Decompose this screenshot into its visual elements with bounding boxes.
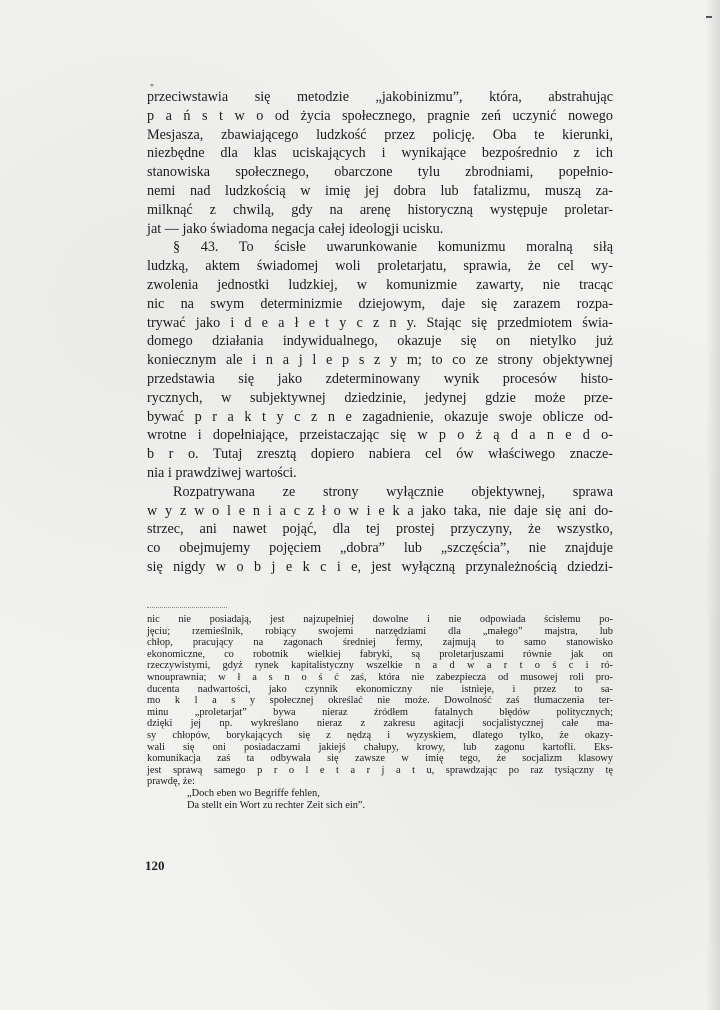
footnote-line: jest sprawą samego p r o l e t a r j a t u, sprawdzając po raz tysiączny tę xyxy=(147,764,613,776)
body-text-line: trywać jako i d e a ł e t y c z n y. Stając się przedmiotem świa- xyxy=(147,314,613,331)
dust-mark: * xyxy=(150,82,154,91)
body-text-line: co obejmujemy pojęciem „dobra” lub „szczęścia”, nie znajduje xyxy=(147,540,613,557)
body-text-line: przeciwstawia się metodzie „jakobinizmu”, która, abstrahując xyxy=(147,89,613,105)
body-text-line: zwolenia jednostki ludzkiej, w komunizmie zawarty, nie tracąc xyxy=(147,276,613,293)
footnote-line: minu „proletarjat” bywa nieraz źródłem fatalnych błędów politycznych; xyxy=(147,706,613,718)
footnote-line: sy chłopów, borykających się z nędzą i wyzyskiem, dlatego tylko, że okazy- xyxy=(147,729,613,741)
body-text-line: ludzką, aktem świadomej woli proletarjatu, sprawia, że cel wy- xyxy=(147,258,613,275)
body-text-line: koniecznym ale i n a j l e p s z y m; to co ze strony objektywnej xyxy=(147,352,613,369)
footnote-line: ducenta nadwartości, jako czynnik ekonomiczny nie istnieje, i przez to sa- xyxy=(147,683,613,695)
footnote-line: ekonomiczne, co robotnik wielkiej fabryki, są proletarjuszami równie jak on xyxy=(147,648,613,660)
footnote-line: jęciu; rzemieślnik, robiący swojemi narzędziami dla „małego” majstra, lub xyxy=(147,625,613,637)
body-text-line: nic na swym determinizmie dziejowym, daje się zarazem rozpa- xyxy=(147,295,613,312)
footnote-line: mo k l a s y społecznej określać nie może. Dowolność zaś tłumaczenia ter- xyxy=(147,695,613,707)
footnote-block xyxy=(147,614,613,811)
footnote-line: chłop, pracujący na zagonach średniej fermy, zajmują to samo stanowisko xyxy=(147,637,613,649)
body-text-line: niezbędne dla klas uciskających i wynikające bezpośrednio z ich xyxy=(147,145,613,162)
footnote-line: dzięki jej np. wykreślano nieraz z zakresu agitacji socjalistycznej całe ma- xyxy=(147,718,613,730)
corner-mark xyxy=(706,16,712,18)
body-text-line: stanowiska społecznego, obarczone tylu zbrodniami, popełnio- xyxy=(147,164,613,181)
footnote-line: rzeczywistymi, gdyż rynek kapitalistyczny wszelkie n a d w a r t o ś c i ró- xyxy=(147,660,613,672)
page-number: 120 xyxy=(145,858,165,873)
body-text-line: nia i prawdziwej wartości. xyxy=(147,464,297,481)
body-text-line: się nigdy w o b j e k c i e, jest wyłączną przynależnością dziedzi- xyxy=(147,558,613,575)
body-text-line: Mesjasza, zbawiającego ludzkość przez policję. Oba te kierunki, xyxy=(147,126,613,143)
footnote-line: Da stellt ein Wort zu rechter Zeit sich ein”. xyxy=(187,799,366,811)
body-text-line: b r o. Tutaj zresztą dopiero nabiera cel ów właściwego znacze- xyxy=(147,446,613,463)
body-text-line: jat — jako świadoma negacja całej ideologji ucisku. xyxy=(147,220,444,237)
body-text-line: bywać p r a k t y c z n e zagadnienie, okazuje swoje oblicze od- xyxy=(147,408,613,425)
body-text-line: § 43. To ścisłe uwarunkowanie komunizmu moralną siłą xyxy=(173,239,613,256)
body-text-line: domego działania indywidualnego, okazuje się on nietylko już xyxy=(147,333,613,350)
body-text-line: milknąć z chwilą, gdy na arenę historyczną występuje proletar- xyxy=(147,201,613,218)
footnote-line: wali się oni posiadaczami jakiejś chałupy, krowy, lub zagonu kartofli. Eks- xyxy=(147,741,613,753)
footnote-line: nic nie posiadają, jest najzupełniej dowolne i nie odpowiada ścisłemu po- xyxy=(147,614,613,625)
footnote-separator xyxy=(147,607,227,609)
footnote-line: komunikacja zaś ta odbywała się zawsze w imię tego, że socjalizm klasowy xyxy=(147,753,613,765)
footnote-line: „Doch eben wo Begriffe fehlen, xyxy=(187,787,320,799)
body-text-line: nemi nad ludzkością w imię jej dobra lub fatalizmu, muszą za- xyxy=(147,182,613,199)
footnote-line: wnouprawnia; w ł a s n o ś ć zaś, która nie zabezpiecza od musowej roli pro- xyxy=(147,671,613,683)
body-text-line: rycznych, w subjektywnej dziedzinie, jedynej gdzie może prze- xyxy=(147,389,613,406)
body-text-line: wrotne i dopełniające, przeistaczając się w p o ż ą d a n e d o- xyxy=(147,427,613,444)
footnote-line: prawdę, że: xyxy=(147,776,195,788)
body-text-line: strzec, ani nawet pojąć, dla tej prostej przyczyny, że wszystko, xyxy=(147,521,613,538)
body-text-line: Rozpatrywana ze strony wyłącznie objektywnej, sprawa xyxy=(173,483,613,500)
body-text-line: w y z w o l e n i a c z ł o w i e k a jako taka, nie daje się ani do- xyxy=(147,502,613,519)
main-text-block xyxy=(147,88,613,577)
page-edge-shadow xyxy=(706,0,720,1010)
body-text-line: przedstawia się jako zdeterminowany wynik procesów histo- xyxy=(147,370,613,387)
body-text-line: p a ń s t w o od życia społecznego, pragnie zeń uczynić nowego xyxy=(147,107,613,124)
